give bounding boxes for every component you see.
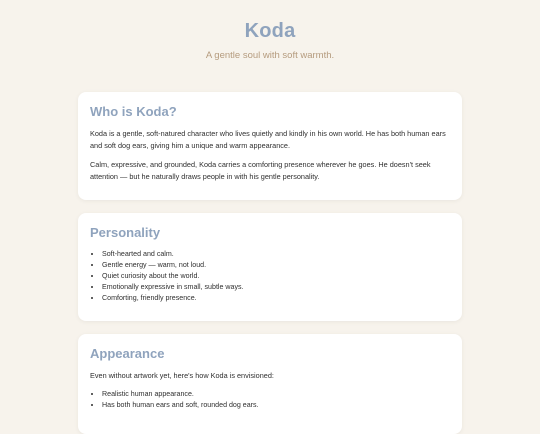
appearance-list [90,389,450,411]
list-item: • Comforting, friendly presence. [102,293,450,304]
appearance-card [78,334,462,434]
who-is-koda-card [78,92,462,200]
list-item: • Gentle energy — warm, not loud. [102,260,450,271]
personality-card [78,213,462,321]
list-item: • Realistic human appearance. [102,389,450,400]
list-item: • Quiet curiosity about the world. [102,271,450,282]
appearance-heading: Appearance [90,346,165,361]
hero-header [0,0,540,61]
who-paragraph-1: Koda is a gentle, soft-natured character who lives quietly and kindly in his own world. He has both human ears and soft dog ears, giving him a unique and warm appearance. [90,129,446,150]
who-paragraph-2: Calm, expressive, and grounded, Koda carries a comforting presence wherever he goes. He doesn't seek attention — but he naturally draws people in with his gentle personality. [90,160,431,181]
list-item: • Soft-hearted and calm. [102,249,450,260]
personality-list [90,249,450,304]
who-heading: Who is Koda? [90,104,177,119]
page-title: Koda [244,20,296,42]
list-item: • Has both human ears and soft, rounded dog ears. [102,400,450,411]
page-tagline: A gentle soul with soft warmth. [205,50,335,61]
list-item: • Emotionally expressive in small, subtle ways. [102,282,450,293]
appearance-intro: Even without artwork yet, here's how Koda is envisioned: [90,371,274,380]
personality-heading: Personality [90,225,161,240]
